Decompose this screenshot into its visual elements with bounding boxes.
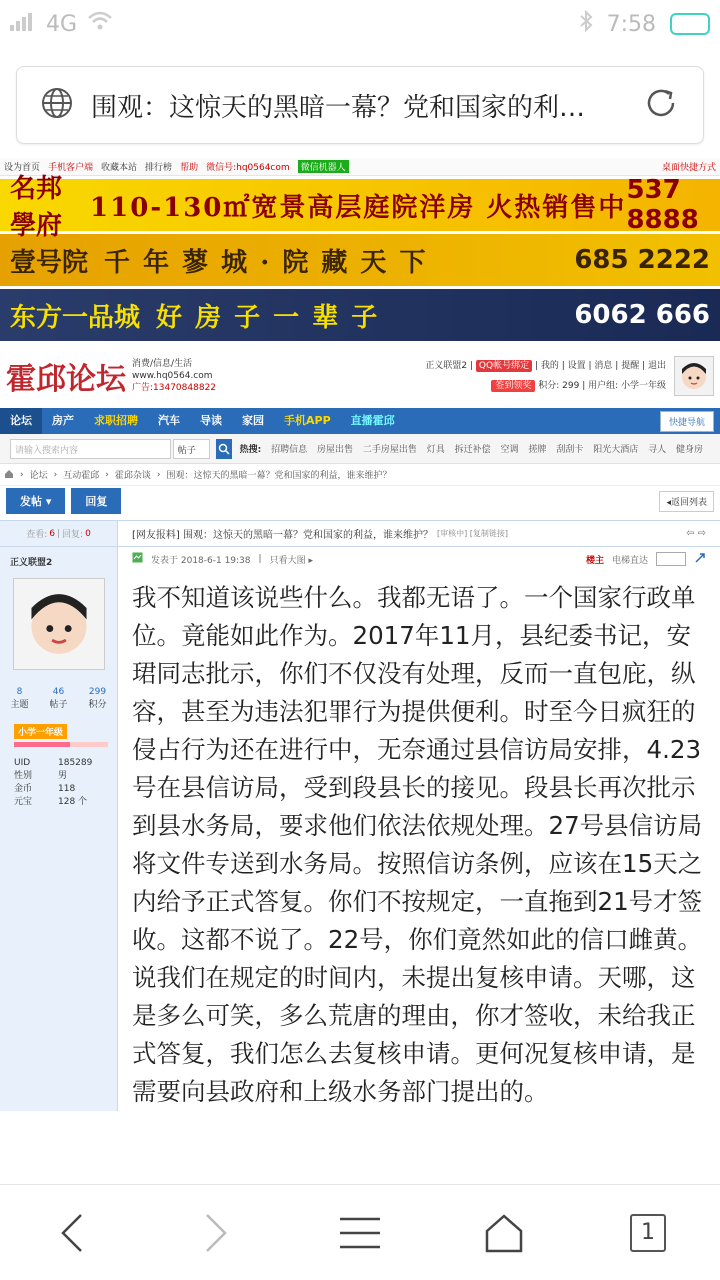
ad-banner-1-phone: 537 8888	[626, 175, 699, 235]
ad-banner-2-logo: 壹号院	[10, 247, 89, 278]
nav-live[interactable]: 直播霍邱	[350, 414, 395, 427]
ad-banner-1[interactable]	[0, 174, 720, 241]
thread-subject: [网友报料] 围观：这惊天的黑暗一幕？党和国家的利益，谁来维护？ [审核中] [复制链接] ⇦ ⇨	[118, 521, 720, 547]
browser-bottom-bar	[0, 1184, 720, 1280]
tab-count: 1	[630, 1214, 666, 1252]
floor-jump-input[interactable]	[656, 552, 686, 566]
author-name[interactable]: 正义联盟2	[10, 558, 53, 568]
author-avatar[interactable]	[13, 578, 105, 670]
reply-button[interactable]: 回复	[71, 488, 121, 514]
tabs-button[interactable]	[618, 1203, 678, 1263]
wechat-robot-badge[interactable]: 微信机器人	[298, 160, 349, 173]
view-big-image-link[interactable]: 只看大图 ▸	[269, 555, 313, 566]
link-settings[interactable]: 设置	[567, 361, 586, 371]
ad-banner-2-slogan: 千 年 蓼 城 · 院 藏 天 下	[104, 247, 428, 278]
avatar-face-icon	[677, 359, 711, 393]
top-links-bar	[0, 158, 720, 176]
qq-bind-button[interactable]: QQ帐号绑定	[476, 360, 532, 372]
user-avatar[interactable]	[674, 356, 714, 396]
user-group-menu[interactable]: 用户组: 小学一年级	[588, 381, 666, 391]
sign-in-button[interactable]: 签到领奖	[491, 380, 535, 392]
quick-nav-button[interactable]: 快捷导航	[660, 411, 714, 432]
ad-banner-1-slogan: 110-130㎡宽景高层庭院洋房 火热销售中	[90, 192, 627, 223]
level-badge: 小学一年级	[14, 724, 67, 739]
search-button[interactable]	[216, 439, 232, 459]
signal-icon	[10, 12, 36, 37]
user-name-link[interactable]: 正义联盟2	[425, 361, 468, 371]
ad-banner-1-logo: 名邦學府	[10, 174, 63, 241]
menu-icon	[340, 1216, 380, 1250]
author-attrs: UID 185289 性别 男 金币 118 元宝 128 个	[14, 758, 93, 807]
chevron-left-icon	[57, 1213, 87, 1253]
breadcrumb-item[interactable]: 互动霍邱	[63, 471, 100, 481]
nav-house[interactable]: 房产	[52, 414, 74, 427]
post-time: 发表于 2018-6-1 19:38	[151, 555, 251, 566]
web-content	[0, 158, 720, 1184]
forward-button[interactable]	[186, 1203, 246, 1263]
view-count: 6	[49, 528, 55, 539]
link-set-home[interactable]: 设为首页	[4, 163, 41, 173]
back-button[interactable]	[42, 1203, 102, 1263]
poster-badge: 楼主	[585, 555, 604, 566]
nav-cars[interactable]: 汽车	[158, 414, 180, 427]
breadcrumb-current: 围观：这惊天的黑暗一幕？党和国家的利益，谁来维护？	[166, 471, 392, 481]
breadcrumb-item[interactable]: 霍邱杂谈	[114, 471, 151, 481]
link-messages[interactable]: 消息	[594, 361, 613, 371]
chevron-right-icon	[201, 1213, 231, 1253]
link-logout[interactable]: 退出	[647, 361, 666, 371]
breadcrumb-item[interactable]: 论坛	[29, 471, 48, 481]
hot-search-item[interactable]: 拆迁补偿	[454, 445, 491, 455]
ad-banner-3-slogan: 好 房 子 一 辈 子	[156, 302, 380, 333]
count-points[interactable]: 299 积分	[88, 687, 107, 710]
hot-search	[240, 442, 710, 455]
subject-tags[interactable]: [审核中] [复制链接]	[436, 529, 509, 538]
clock: 7:58	[606, 11, 656, 37]
link-reminders[interactable]: 提醒	[621, 361, 640, 371]
back-to-list-button[interactable]: ◂返回列表	[659, 491, 714, 512]
hot-search-item[interactable]: 灯具	[426, 445, 445, 455]
ad-banner-3[interactable]	[0, 289, 720, 341]
ad-banner-3-logo: 东方一品城	[10, 302, 141, 333]
nav-jobs[interactable]: 求职招聘	[94, 414, 138, 427]
hot-search-item[interactable]: 刮刮卡	[556, 445, 584, 455]
points-menu[interactable]: 积分: 299	[538, 381, 580, 391]
link-wechat-id[interactable]: 微信号:hq0564com	[206, 163, 290, 173]
bluetooth-icon	[579, 10, 593, 38]
search-input[interactable]: 请输入搜索内容	[10, 439, 171, 459]
home-icon	[484, 1213, 524, 1253]
main-nav	[0, 408, 720, 434]
thread-stats: 查看: 6 | 回复: 0	[0, 521, 117, 547]
count-threads[interactable]: 8 主题	[10, 687, 29, 710]
forum-header	[0, 344, 720, 408]
battery-icon	[670, 13, 710, 35]
home-icon[interactable]	[4, 469, 14, 481]
wifi-icon	[87, 11, 113, 37]
ad-banner-3-phone: 6062 666	[574, 300, 710, 330]
post-content: 我不知道该说些什么。我都无语了。一个国家行政单位。竟能如此作为。2017年11月，县纪委书记，安珺同志批示，你们不仅没有处理，反而一直包庇，纵容，甚至为违法犯罪行为提供便利。时至今日疯狂的侵占行为还在进行中，无奈通过县信访局安排，4.23号在县信访局，受到段县长的接见。段县长再次批示到县水务局，要求他们依法依规处理。27号县信访局将文件专送到水务局。按照信访条例，应该在15天之内给予正式答复。你们不按规定，一直拖到21号才签收。这都不说了。22号，你们竟然如此的信口雌黄。说我们在规定的时间内，未提出复核申请。天哪，这是多么可笑，多么荒唐的理由，你才签收，未给我正式答复，我们怎么去复核申请。更何况复核申请，是需要向县政府和上级水务部门提出的。	[132, 583, 703, 1106]
hot-search-item[interactable]: 寻人	[648, 445, 667, 455]
link-ranking[interactable]: 排行榜	[145, 163, 173, 173]
hot-search-item[interactable]: 房屋出售	[316, 445, 353, 455]
status-bar	[0, 0, 720, 48]
forum-tagline: 消费/信息/生活	[132, 359, 193, 369]
user-bar: 正义联盟2 | QQ帐号绑定 | 我的 | 设置 | 消息 | 提醒 | 退出 签到领奖 积分: 299 | 用户组: 小学一年级	[425, 361, 666, 391]
nav-guide[interactable]: 导读	[200, 414, 222, 427]
count-posts[interactable]: 46 帖子	[49, 687, 68, 710]
page-title[interactable]: 围观：这惊天的黑暗一幕？党和国家的利…	[91, 92, 586, 123]
ad-banner-2[interactable]	[0, 234, 720, 286]
avatar-face-icon	[20, 585, 98, 663]
search-type-select[interactable]: 帖子	[173, 439, 210, 459]
post-meta: 发表于 2018-6-1 19:38 | 只看大图 ▸ 楼主 电梯直达	[118, 547, 720, 571]
forum-ad-tel: 广告:13470848822	[132, 383, 217, 393]
post-main	[118, 521, 720, 1111]
hot-search-item[interactable]: 二手房屋出售	[362, 445, 417, 455]
forum-logo[interactable]: 霍邱论坛	[6, 362, 126, 397]
hot-search-item[interactable]: 搓牌	[528, 445, 547, 455]
search-icon	[218, 443, 230, 455]
search-row	[0, 434, 720, 464]
globe-icon	[41, 87, 73, 123]
link-favorite[interactable]: 收藏本站	[101, 163, 138, 173]
nav-app[interactable]: 手机APP	[284, 414, 331, 427]
link-desktop-shortcut[interactable]: 桌面快捷方式	[661, 163, 716, 173]
nav-home[interactable]: 家园	[242, 414, 264, 427]
ad-banner-2-phone: 685 2222	[574, 245, 710, 275]
new-post-button[interactable]: 发帖 ▾	[6, 488, 65, 514]
address-bar[interactable]	[16, 66, 704, 144]
author-counts	[0, 686, 117, 712]
link-my[interactable]: 我的	[540, 361, 559, 371]
reply-count: 0	[85, 528, 91, 539]
level-progress	[14, 742, 108, 747]
post-icon	[132, 552, 143, 566]
hot-search-item[interactable]: 健身房	[675, 445, 703, 455]
link-help[interactable]: 帮助	[180, 163, 199, 173]
nav-forum[interactable]: 论坛	[0, 408, 42, 434]
home-button[interactable]	[474, 1203, 534, 1263]
post-actions	[0, 486, 720, 516]
floor-jump-label: 电梯直达	[611, 555, 648, 566]
hot-search-label: 热搜:	[239, 445, 262, 455]
menu-button[interactable]	[330, 1203, 390, 1263]
author-panel	[0, 521, 118, 1111]
prev-next-icon[interactable]: ⇦ ⇨	[686, 528, 706, 539]
hot-search-item[interactable]: 空调	[500, 445, 519, 455]
hot-search-item[interactable]: 招聘信息	[271, 445, 308, 455]
link-mobile-client[interactable]: 手机客户端	[48, 163, 94, 173]
refresh-icon[interactable]	[643, 85, 679, 125]
breadcrumb: › 论坛 › 互动霍邱 › 霍邱杂谈 › 围观：这惊天的黑暗一幕？党和国家的利益，谁来维护？	[0, 464, 720, 486]
hot-search-item[interactable]: 阳光大酒店	[593, 445, 639, 455]
post-table	[0, 520, 720, 1111]
forum-site: www.hq0564.com	[132, 371, 213, 381]
network-type: 4G	[46, 11, 78, 37]
jump-go-icon[interactable]	[694, 552, 706, 567]
forum-logo-sub	[132, 358, 216, 394]
